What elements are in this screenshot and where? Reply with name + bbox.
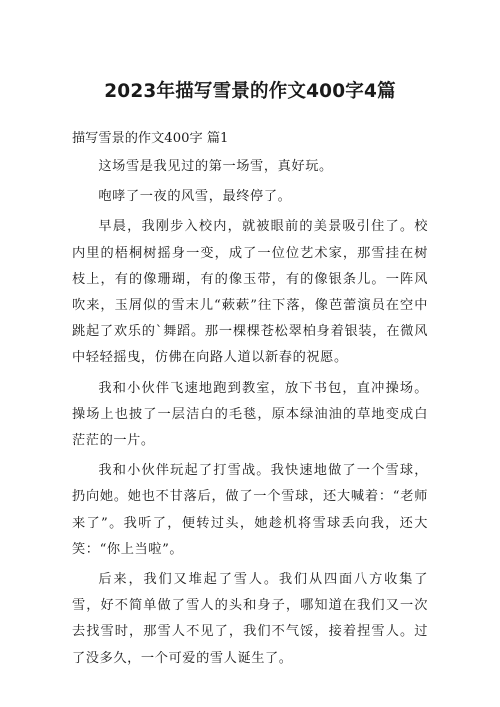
essay-subtitle: 描写雪景的作文400字 篇1 <box>72 131 229 146</box>
document-title: 2023年描写雪景的作文400字4篇 <box>104 81 396 102</box>
paragraph-6: 后来，我们又堆起了雪人。我们从四面八方收集了雪，好不简单做了雪人的头和身子，哪知道在我们又一次去找雪时，那雪人不见了，我们不气馁，接着捏雪人。过了没多久，一个可爱的雪人诞生了。 <box>72 572 428 666</box>
paragraph-3: 早晨，我刚步入校内，就被眼前的美景吸引住了。校内里的梧桐树摇身一变，成了一位位艺术家，那雪挂在树枝上，有的像珊瑚，有的像玉带，有的像银条儿。一阵风吹来，玉屑似的雪末儿“蔌蔌”往下落，像芭蕾演员在空中跳起了欢乐的`舞蹈。那一棵棵苍松翠柏身着银装，在微风中轻轻摇曳，仿佛在向路人道以新春的祝愿。 <box>72 219 428 366</box>
paragraph-5: 我和小伙伴玩起了打雪战。我快速地做了一个雪球，扔向她。她也不甘落后，做了一个雪球，还大喊着：“老师来了”。我听了，便转过头，她趁机将雪球丢向我，还大笑：“你上当啦”。 <box>72 463 428 557</box>
paragraph-2: 咆哮了一夜的风雪，最终停了。 <box>98 189 292 205</box>
paragraph-4: 我和小伙伴飞速地跑到教室，放下书包，直冲操场。操场上也披了一层洁白的毛毯，原本绿油油的草地变成白茫茫的一片。 <box>72 380 428 449</box>
paragraph-1: 这场雪是我见过的第一场雪，真好玩。 <box>98 159 333 174</box>
